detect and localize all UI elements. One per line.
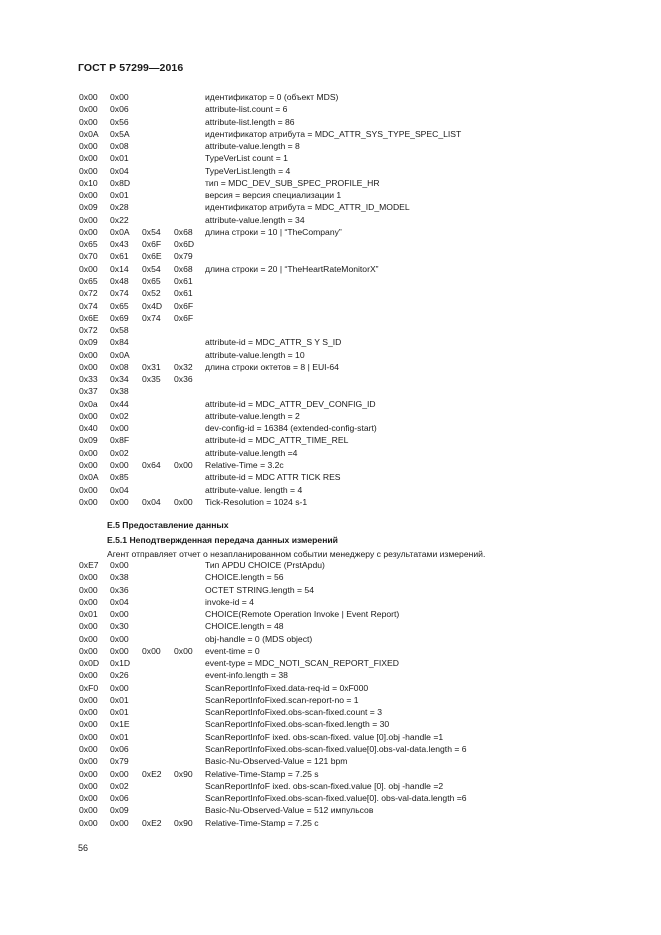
byte-value: 0x01 bbox=[110, 731, 129, 742]
byte-row bbox=[79, 804, 639, 816]
byte-value: 0x00 bbox=[79, 719, 98, 730]
byte-description: attribute-value.length = 2 bbox=[205, 410, 300, 421]
byte-value: 0x74 bbox=[142, 312, 161, 323]
byte-value: 0x00 bbox=[110, 459, 129, 470]
byte-value: 0x10 bbox=[79, 177, 98, 188]
byte-description: тип = MDC_DEV_SUB_SPEC_PROFILE_HR bbox=[205, 177, 380, 188]
byte-value: 0x40 bbox=[79, 423, 98, 434]
byte-row bbox=[79, 152, 639, 164]
byte-row bbox=[79, 471, 639, 483]
byte-value: 0x0a bbox=[79, 398, 98, 409]
byte-row bbox=[79, 596, 639, 608]
byte-description: attribute-id = MDC_ATTR_DEV_CONFIG_ID bbox=[205, 398, 376, 409]
byte-description: Basic-Nu-Observed-Value = 121 bpm bbox=[205, 756, 348, 767]
byte-table-scan-report bbox=[79, 559, 639, 829]
byte-value: 0x65 bbox=[110, 300, 129, 311]
byte-description: attribute-id = MDC_ATTR_TIME_REL bbox=[205, 435, 349, 446]
byte-description: event-info.length = 38 bbox=[205, 670, 288, 681]
byte-value: 0x32 bbox=[174, 361, 193, 372]
byte-description: attribute-value.length =4 bbox=[205, 447, 298, 458]
byte-value: 0x00 bbox=[79, 817, 98, 828]
byte-value: 0x01 bbox=[79, 609, 98, 620]
byte-row bbox=[79, 91, 639, 103]
byte-row bbox=[79, 300, 639, 312]
byte-value: 0x1E bbox=[110, 719, 130, 730]
byte-value: 0x00 bbox=[142, 645, 161, 656]
byte-value: 0x54 bbox=[142, 263, 161, 274]
byte-value: 0x09 bbox=[79, 435, 98, 446]
byte-row bbox=[79, 189, 639, 201]
byte-row bbox=[79, 792, 639, 804]
byte-row bbox=[79, 780, 639, 792]
byte-value: 0x65 bbox=[142, 275, 161, 286]
byte-description: Basic-Nu-Observed-Value = 512 импульсов bbox=[205, 805, 374, 816]
byte-description: ScanReportInfoFixed.obs-scan-fixed.length = 30 bbox=[205, 719, 390, 730]
byte-row bbox=[79, 447, 639, 459]
byte-row bbox=[79, 768, 639, 780]
byte-description: ScanReportInfoFixed.obs-scan-fixed.count = 3 bbox=[205, 707, 382, 718]
byte-value: 0x00 bbox=[79, 226, 98, 237]
byte-description: CHOICE.length = 56 bbox=[205, 572, 284, 583]
byte-value: 0x09 bbox=[110, 805, 129, 816]
byte-description: ScanReportInfoFixed.obs-scan-fixed.value[0].obs-val-data.length = 6 bbox=[205, 743, 467, 754]
byte-value: 0x5A bbox=[110, 128, 130, 139]
byte-row bbox=[79, 657, 639, 669]
byte-value: 0x38 bbox=[110, 386, 129, 397]
byte-value: 0x74 bbox=[79, 300, 98, 311]
byte-row bbox=[79, 385, 639, 397]
byte-row bbox=[79, 287, 639, 299]
byte-value: 0x48 bbox=[110, 275, 129, 286]
byte-value: 0x14 bbox=[110, 263, 129, 274]
byte-description: Tick-Resolution = 1024 s-1 bbox=[205, 496, 308, 507]
byte-row bbox=[79, 361, 639, 373]
byte-row bbox=[79, 226, 639, 238]
byte-value: 0x09 bbox=[79, 202, 98, 213]
byte-description: attribute-id = MDC_ATTR_S Y S_ID bbox=[205, 337, 342, 348]
byte-description: Relative-Time-Stamp = 7.25 s bbox=[205, 768, 319, 779]
byte-value: 0x56 bbox=[110, 116, 129, 127]
byte-value: 0x00 bbox=[79, 361, 98, 372]
byte-row bbox=[79, 263, 639, 275]
byte-value: 0x65 bbox=[79, 239, 98, 250]
byte-row bbox=[79, 177, 639, 189]
byte-value: 0x00 bbox=[79, 214, 98, 225]
byte-value: 0x01 bbox=[110, 153, 129, 164]
byte-row bbox=[79, 398, 639, 410]
byte-value: 0x04 bbox=[142, 496, 161, 507]
byte-value: 0x00 bbox=[79, 572, 98, 583]
byte-value: 0x6F bbox=[174, 300, 194, 311]
byte-value: 0x00 bbox=[79, 694, 98, 705]
byte-value: 0x37 bbox=[79, 386, 98, 397]
byte-value: 0x85 bbox=[110, 472, 129, 483]
byte-value: 0x00 bbox=[79, 165, 98, 176]
byte-row bbox=[79, 349, 639, 361]
byte-value: 0x35 bbox=[142, 374, 161, 385]
byte-row bbox=[79, 434, 639, 446]
byte-value: 0x00 bbox=[79, 633, 98, 644]
byte-value: 0x70 bbox=[79, 251, 98, 262]
byte-value: 0x44 bbox=[110, 398, 129, 409]
byte-row bbox=[79, 496, 639, 508]
byte-value: 0x00 bbox=[110, 423, 129, 434]
byte-value: 0xE2 bbox=[142, 768, 162, 779]
byte-value: 0x00 bbox=[79, 743, 98, 754]
section-title: Е.5 Предоставление данных bbox=[107, 520, 229, 530]
byte-value: 0x69 bbox=[110, 312, 129, 323]
byte-value: 0x04 bbox=[110, 165, 129, 176]
byte-row bbox=[79, 817, 639, 829]
byte-row bbox=[79, 484, 639, 496]
byte-description: event-type = MDC_NOTI_SCAN_REPORT_FIXED bbox=[205, 658, 399, 669]
byte-description: Тип APDU CHOICE (PrstApdu) bbox=[205, 560, 325, 570]
byte-description: длина строки = 10 | “TheCompany” bbox=[205, 226, 342, 237]
byte-value: 0x00 bbox=[79, 153, 98, 164]
byte-description: invoke-id = 4 bbox=[205, 596, 254, 607]
byte-description: OCTET STRING.length = 54 bbox=[205, 584, 314, 595]
byte-value: 0x00 bbox=[79, 484, 98, 495]
byte-row bbox=[79, 312, 639, 324]
byte-row bbox=[79, 238, 639, 250]
byte-row bbox=[79, 584, 639, 596]
document-header: ГОСТ Р 57299—2016 bbox=[78, 62, 184, 74]
byte-value: 0x00 bbox=[110, 560, 129, 570]
byte-row bbox=[79, 633, 639, 645]
byte-value: 0x0A bbox=[79, 128, 99, 139]
byte-value: 0x61 bbox=[174, 275, 193, 286]
byte-description: attribute-list.count = 6 bbox=[205, 104, 288, 115]
byte-value: 0x6F bbox=[142, 239, 162, 250]
byte-value: 0x4D bbox=[142, 300, 163, 311]
byte-value: 0x00 bbox=[174, 645, 193, 656]
byte-description: длина строки октетов = 8 | EUI-64 bbox=[205, 361, 339, 372]
byte-value: 0x00 bbox=[79, 621, 98, 632]
byte-value: 0x72 bbox=[79, 288, 98, 299]
byte-value: 0x36 bbox=[110, 584, 129, 595]
byte-value: 0x00 bbox=[79, 645, 98, 656]
page-number: 56 bbox=[78, 843, 89, 853]
byte-value: 0x02 bbox=[110, 780, 129, 791]
byte-row bbox=[79, 201, 639, 213]
byte-row bbox=[79, 214, 639, 226]
byte-value: 0x64 bbox=[142, 459, 161, 470]
byte-description: TypeVerList.length = 4 bbox=[205, 165, 291, 176]
byte-row bbox=[79, 559, 639, 571]
byte-value: 0x52 bbox=[142, 288, 161, 299]
byte-value: 0x58 bbox=[110, 325, 129, 336]
byte-value: 0x00 bbox=[79, 805, 98, 816]
byte-row bbox=[79, 669, 639, 681]
byte-value: 0x00 bbox=[79, 768, 98, 779]
byte-value: 0x84 bbox=[110, 337, 129, 348]
byte-value: 0x00 bbox=[79, 447, 98, 458]
byte-value: 0x00 bbox=[110, 817, 129, 828]
byte-value: 0x0A bbox=[110, 349, 130, 360]
byte-description: версия = версия специализации 1 bbox=[205, 190, 342, 201]
byte-row bbox=[79, 571, 639, 583]
byte-row bbox=[79, 336, 639, 348]
byte-value: 0x79 bbox=[110, 756, 129, 767]
byte-row bbox=[79, 694, 639, 706]
byte-value: 0x09 bbox=[79, 337, 98, 348]
byte-value: 0x00 bbox=[79, 584, 98, 595]
byte-value: 0xE2 bbox=[142, 817, 162, 828]
byte-value: 0x00 bbox=[79, 141, 98, 152]
byte-value: 0x1D bbox=[110, 658, 131, 669]
byte-value: 0x00 bbox=[110, 645, 129, 656]
byte-description: CHOICE(Remote Operation Invoke | Event Report) bbox=[205, 609, 400, 620]
byte-description: Relative-Time = 3.2c bbox=[205, 459, 284, 470]
byte-row bbox=[79, 275, 639, 287]
byte-value: 0x00 bbox=[79, 349, 98, 360]
byte-value: 0x00 bbox=[79, 410, 98, 421]
byte-value: 0x00 bbox=[79, 104, 98, 115]
byte-value: 0x00 bbox=[79, 92, 98, 102]
byte-value: 0x79 bbox=[174, 251, 193, 262]
byte-value: 0x74 bbox=[110, 288, 129, 299]
byte-row bbox=[79, 731, 639, 743]
byte-value: 0x68 bbox=[174, 263, 193, 274]
byte-value: 0x00 bbox=[110, 633, 129, 644]
byte-value: 0x0D bbox=[79, 658, 100, 669]
byte-description: ScanReportInfoFixed.obs-scan-fixed.value[0]. obs-val-data.length =6 bbox=[205, 793, 467, 804]
byte-value: 0x00 bbox=[174, 459, 193, 470]
byte-row bbox=[79, 116, 639, 128]
byte-value: 0x01 bbox=[110, 707, 129, 718]
byte-description: ScanReportInfoFixed.data-req-id = 0xF000 bbox=[205, 682, 369, 693]
byte-value: 0x36 bbox=[174, 374, 193, 385]
byte-value: 0x00 bbox=[79, 496, 98, 507]
byte-value: 0x90 bbox=[174, 768, 193, 779]
byte-description: CHOICE.length = 48 bbox=[205, 621, 284, 632]
byte-value: 0x04 bbox=[110, 484, 129, 495]
byte-row bbox=[79, 250, 639, 262]
byte-description: attribute-id = MDC ATTR TICK RES bbox=[205, 472, 341, 483]
byte-value: 0x90 bbox=[174, 817, 193, 828]
byte-value: 0x00 bbox=[79, 116, 98, 127]
byte-row bbox=[79, 682, 639, 694]
byte-value: 0x30 bbox=[110, 621, 129, 632]
byte-description: dev-config-id = 16384 (extended-config-start) bbox=[205, 423, 377, 434]
byte-value: 0x00 bbox=[79, 756, 98, 767]
byte-row bbox=[79, 410, 639, 422]
byte-description: attribute-value.length = 10 bbox=[205, 349, 305, 360]
byte-row bbox=[79, 422, 639, 434]
byte-row bbox=[79, 718, 639, 730]
byte-row bbox=[79, 459, 639, 471]
byte-row bbox=[79, 103, 639, 115]
byte-value: 0x00 bbox=[110, 496, 129, 507]
byte-row bbox=[79, 620, 639, 632]
byte-description: TypeVerList count = 1 bbox=[205, 153, 288, 164]
byte-value: 0x01 bbox=[110, 694, 129, 705]
byte-value: 0x00 bbox=[79, 190, 98, 201]
byte-value: 0x00 bbox=[110, 682, 129, 693]
byte-value: 0x31 bbox=[142, 361, 161, 372]
byte-value: 0x00 bbox=[79, 793, 98, 804]
byte-value: 0x28 bbox=[110, 202, 129, 213]
byte-value: 0x65 bbox=[79, 275, 98, 286]
byte-value: 0x6E bbox=[142, 251, 162, 262]
byte-row bbox=[79, 165, 639, 177]
byte-value: 0x00 bbox=[110, 768, 129, 779]
byte-value: 0x8F bbox=[110, 435, 130, 446]
byte-row bbox=[79, 755, 639, 767]
byte-value: 0x00 bbox=[79, 670, 98, 681]
byte-description: attribute-value. length = 4 bbox=[205, 484, 303, 495]
byte-value: 0x00 bbox=[79, 596, 98, 607]
byte-row bbox=[79, 743, 639, 755]
byte-value: 0x08 bbox=[110, 141, 129, 152]
byte-value: 0x00 bbox=[110, 609, 129, 620]
byte-value: 0x26 bbox=[110, 670, 129, 681]
byte-description: ScanReportInfoF ixed. obs-scan-fixed.value [0]. obj -handle =2 bbox=[205, 780, 444, 791]
byte-description: идентификатор атрибута = MDC_ATTR_ID_MODEL bbox=[205, 202, 410, 213]
byte-value: 0x00 bbox=[79, 263, 98, 274]
byte-description: Relative-Time-Stamp = 7.25 с bbox=[205, 817, 319, 828]
byte-row bbox=[79, 645, 639, 657]
byte-value: 0xF0 bbox=[79, 682, 99, 693]
byte-value: 0x00 bbox=[79, 459, 98, 470]
byte-value: 0x68 bbox=[174, 226, 193, 237]
byte-value: 0xE7 bbox=[79, 560, 99, 570]
section-intro-text: Агент отправляет отчет о незапланированном событии менеджеру с результатами измерений. bbox=[107, 549, 486, 559]
byte-description: attribute-value.length = 8 bbox=[205, 141, 300, 152]
byte-value: 0x0A bbox=[79, 472, 99, 483]
byte-value: 0x01 bbox=[110, 190, 129, 201]
byte-table-mds-attributes bbox=[79, 91, 639, 508]
byte-description: attribute-list.length = 86 bbox=[205, 116, 295, 127]
byte-value: 0x00 bbox=[110, 92, 129, 102]
byte-value: 0x38 bbox=[110, 572, 129, 583]
byte-row bbox=[79, 706, 639, 718]
subsection-title: Е.5.1 Неподтвержденная передача данных измерений bbox=[107, 535, 338, 545]
byte-value: 0x33 bbox=[79, 374, 98, 385]
byte-value: 0x00 bbox=[79, 707, 98, 718]
byte-value: 0x06 bbox=[110, 104, 129, 115]
byte-value: 0x61 bbox=[110, 251, 129, 262]
byte-value: 0x22 bbox=[110, 214, 129, 225]
byte-description: attribute-value.length = 34 bbox=[205, 214, 305, 225]
byte-value: 0x0A bbox=[110, 226, 130, 237]
byte-description: event-time = 0 bbox=[205, 645, 260, 656]
byte-row bbox=[79, 128, 639, 140]
byte-value: 0x8D bbox=[110, 177, 131, 188]
byte-description: ScanReportInfoFixed.scan-report-no = 1 bbox=[205, 694, 359, 705]
byte-value: 0x6E bbox=[79, 312, 99, 323]
byte-value: 0x6F bbox=[174, 312, 194, 323]
byte-value: 0x61 bbox=[174, 288, 193, 299]
byte-value: 0x02 bbox=[110, 447, 129, 458]
byte-value: 0x72 bbox=[79, 325, 98, 336]
byte-row bbox=[79, 373, 639, 385]
byte-value: 0x00 bbox=[79, 731, 98, 742]
byte-row bbox=[79, 140, 639, 152]
byte-value: 0x43 bbox=[110, 239, 129, 250]
byte-value: 0x06 bbox=[110, 743, 129, 754]
byte-value: 0x06 bbox=[110, 793, 129, 804]
byte-value: 0x34 bbox=[110, 374, 129, 385]
byte-description: длина строки = 20 | “TheHeartRateMonitorX” bbox=[205, 263, 379, 274]
byte-description: obj-handle = 0 (MDS object) bbox=[205, 633, 313, 644]
byte-row bbox=[79, 324, 639, 336]
byte-value: 0x00 bbox=[174, 496, 193, 507]
byte-value: 0x04 bbox=[110, 596, 129, 607]
byte-description: идентификатор атрибута = MDC_ATTR_SYS_TYPE_SPEC_LIST bbox=[205, 128, 462, 139]
byte-description: идентификатор = 0 (объект MDS) bbox=[205, 92, 339, 102]
byte-value: 0x6D bbox=[174, 239, 195, 250]
byte-value: 0x02 bbox=[110, 410, 129, 421]
byte-value: 0x00 bbox=[79, 780, 98, 791]
byte-value: 0x08 bbox=[110, 361, 129, 372]
byte-value: 0x54 bbox=[142, 226, 161, 237]
byte-row bbox=[79, 608, 639, 620]
byte-description: ScanReportInfoF ixed. obs-scan-fixed. value [0].obj -handle =1 bbox=[205, 731, 444, 742]
